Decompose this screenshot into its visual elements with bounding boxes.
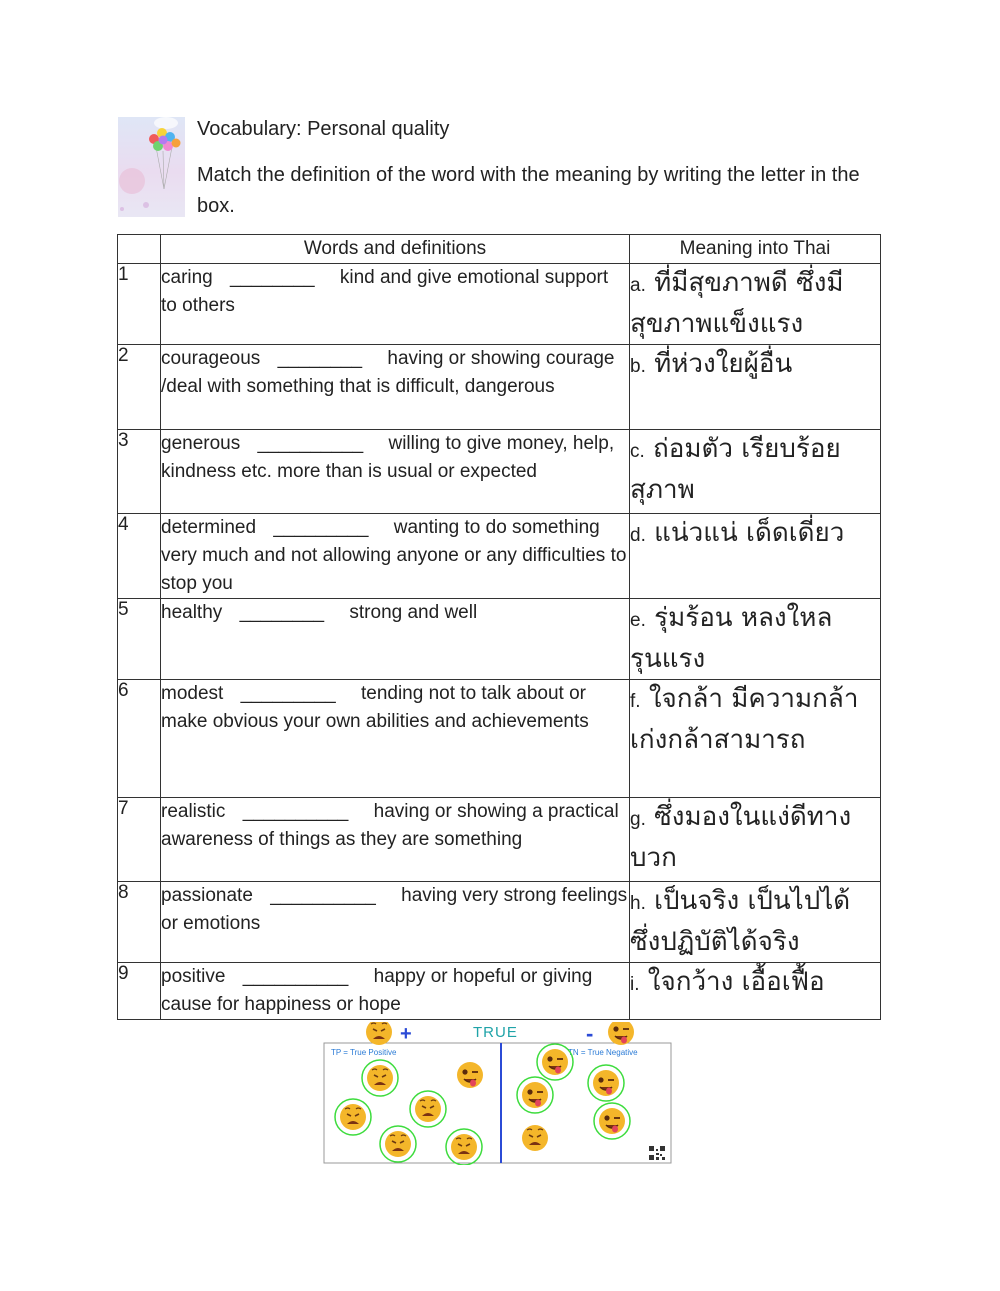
- word: passionate: [161, 885, 253, 906]
- word-definition-cell: [161, 963, 630, 1020]
- row-number: 3: [118, 430, 161, 514]
- table-row: [118, 798, 881, 882]
- thai-meaning-cell: [630, 882, 881, 963]
- option-letter: f.: [630, 691, 641, 712]
- word: positive: [161, 966, 226, 987]
- thai-meaning-cell: [630, 264, 881, 345]
- option-letter: e.: [630, 610, 646, 631]
- option-letter: c.: [630, 441, 645, 462]
- emoji-illustration-svg: [323, 1022, 673, 1165]
- word: courageous: [161, 348, 261, 369]
- word: caring: [161, 267, 213, 288]
- true-positive-label: TP = True Positive: [331, 1048, 397, 1057]
- word-definition-cell: [161, 514, 630, 599]
- word: generous: [161, 433, 241, 454]
- row-number: 6: [118, 680, 161, 798]
- option-letter: i.: [630, 974, 640, 995]
- word-definition-cell: [161, 264, 630, 345]
- definition: willing to give money, help, kindness etc. more than is usual or expected: [161, 433, 615, 482]
- minus-sign: -: [586, 1022, 594, 1046]
- sad-emoji-icon: [366, 1022, 392, 1045]
- thai-meaning-cell: [630, 798, 881, 882]
- definition: strong and well: [349, 602, 478, 623]
- option-letter: b.: [630, 356, 646, 377]
- option-letter: d.: [630, 525, 646, 546]
- row-number: 7: [118, 798, 161, 882]
- option-letter: g.: [630, 809, 646, 830]
- thai-meaning-cell: [630, 963, 881, 1020]
- header-words: Words and definitions: [161, 235, 630, 264]
- answer-blank[interactable]: __________: [242, 801, 349, 822]
- thai-meaning: ที่ห่วงใยผู้อื่น: [654, 349, 793, 379]
- thai-meaning: ที่มีสุขภาพดี ซึ่งมีสุขภาพแข็งแรง: [630, 268, 844, 339]
- thai-meaning: ใจกล้า มีความกล้า เก่งกล้าสามารถ: [630, 684, 859, 755]
- answer-blank[interactable]: _________: [240, 683, 336, 704]
- definition: having or showing courage /deal with something that is difficult, dangerous: [161, 348, 615, 397]
- word: healthy: [161, 602, 223, 623]
- answer-blank[interactable]: __________: [242, 966, 349, 987]
- definition: wanting to do something very much and not allowing anyone or any difficulties to stop you: [161, 517, 627, 594]
- sad-emoji-icon: [415, 1096, 441, 1122]
- wink-emoji-icon: [542, 1049, 568, 1075]
- table-row: [118, 599, 881, 680]
- thai-meaning-cell: [630, 345, 881, 430]
- word-definition-cell: [161, 430, 630, 514]
- definition: tending not to talk about or make obvious your own abilities and achievements: [161, 683, 589, 732]
- table-row: [118, 514, 881, 599]
- answer-blank[interactable]: ________: [239, 602, 325, 623]
- emoji-illustration: [323, 1022, 673, 1170]
- true-negative-label: TN = True Negative: [568, 1048, 638, 1057]
- definition: kind and give emotional support to others: [161, 267, 609, 316]
- row-number: 4: [118, 514, 161, 599]
- row-number: 5: [118, 599, 161, 680]
- wink-emoji-icon: [593, 1070, 619, 1096]
- table-row: [118, 345, 881, 430]
- thai-meaning: แน่วแน่ เด็ดเดี่ยว: [654, 518, 845, 548]
- word-definition-cell: [161, 345, 630, 430]
- sad-emoji-icon: [340, 1104, 366, 1130]
- word-definition-cell: [161, 798, 630, 882]
- row-number: 9: [118, 963, 161, 1020]
- sad-emoji-icon: [451, 1134, 477, 1160]
- word: modest: [161, 683, 224, 704]
- thai-meaning-cell: [630, 514, 881, 599]
- wink-emoji-icon: [599, 1108, 625, 1134]
- thai-meaning-cell: [630, 599, 881, 680]
- row-number: 1: [118, 264, 161, 345]
- thai-meaning-cell: [630, 430, 881, 514]
- qr-code-icon: [649, 1146, 665, 1160]
- table-row: [118, 680, 881, 798]
- option-letter: h.: [630, 893, 646, 914]
- wink-emoji-icon: [608, 1022, 634, 1045]
- sad-emoji-icon: [367, 1065, 393, 1091]
- plus-sign: +: [400, 1023, 412, 1045]
- word-definition-cell: [161, 680, 630, 798]
- thai-meaning: รุ่มร้อน หลงใหล รุนแรง: [630, 603, 833, 674]
- option-letter: a.: [630, 275, 646, 296]
- wink-emoji-icon: [522, 1082, 548, 1108]
- instructions: Match the definition of the word with the meaning by writing the letter in the box.: [197, 164, 860, 217]
- vocabulary-table: [117, 234, 881, 1020]
- wink-emoji-icon: [457, 1062, 483, 1088]
- true-label: TRUE: [473, 1024, 518, 1041]
- worksheet-title: Vocabulary: Personal quality: [197, 118, 450, 140]
- word: realistic: [161, 801, 226, 822]
- definition: having very strong feelings or emotions: [161, 885, 628, 934]
- thai-meaning: ใจกว้าง เอื้อเฟื้อ: [647, 967, 825, 997]
- word-definition-cell: [161, 599, 630, 680]
- table-row: [118, 430, 881, 514]
- thai-meaning: ถ่อมตัว เรียบร้อย สุภาพ: [630, 434, 841, 505]
- thai-meaning: เป็นจริง เป็นไปได้ ซึ่งปฏิบัติได้จริง: [630, 886, 851, 957]
- sad-emoji-icon: [522, 1125, 548, 1151]
- definition: happy or hopeful or giving cause for happiness or hope: [161, 966, 593, 1015]
- header-thai: Meaning into Thai: [630, 235, 881, 264]
- answer-blank[interactable]: __________: [257, 433, 364, 454]
- row-number: 2: [118, 345, 161, 430]
- word-definition-cell: [161, 882, 630, 963]
- table-header-row: [118, 235, 881, 264]
- thai-meaning: ซึ่งมองในแง่ดีทางบวก: [630, 802, 852, 873]
- definition: having or showing a practical awareness of things as they are something: [161, 801, 619, 850]
- row-number: 8: [118, 882, 161, 963]
- answer-blank[interactable]: ________: [277, 348, 363, 369]
- balloons-image: [118, 117, 185, 217]
- answer-blank[interactable]: _________: [273, 517, 369, 538]
- table-row: [118, 264, 881, 345]
- answer-blank[interactable]: ________: [230, 267, 315, 288]
- answer-blank[interactable]: __________: [270, 885, 376, 906]
- header-number: [118, 235, 161, 264]
- sad-emoji-icon: [385, 1131, 411, 1157]
- word: determined: [161, 517, 257, 538]
- table-row: [118, 882, 881, 963]
- thai-meaning-cell: [630, 680, 881, 798]
- table-row: [118, 963, 881, 1020]
